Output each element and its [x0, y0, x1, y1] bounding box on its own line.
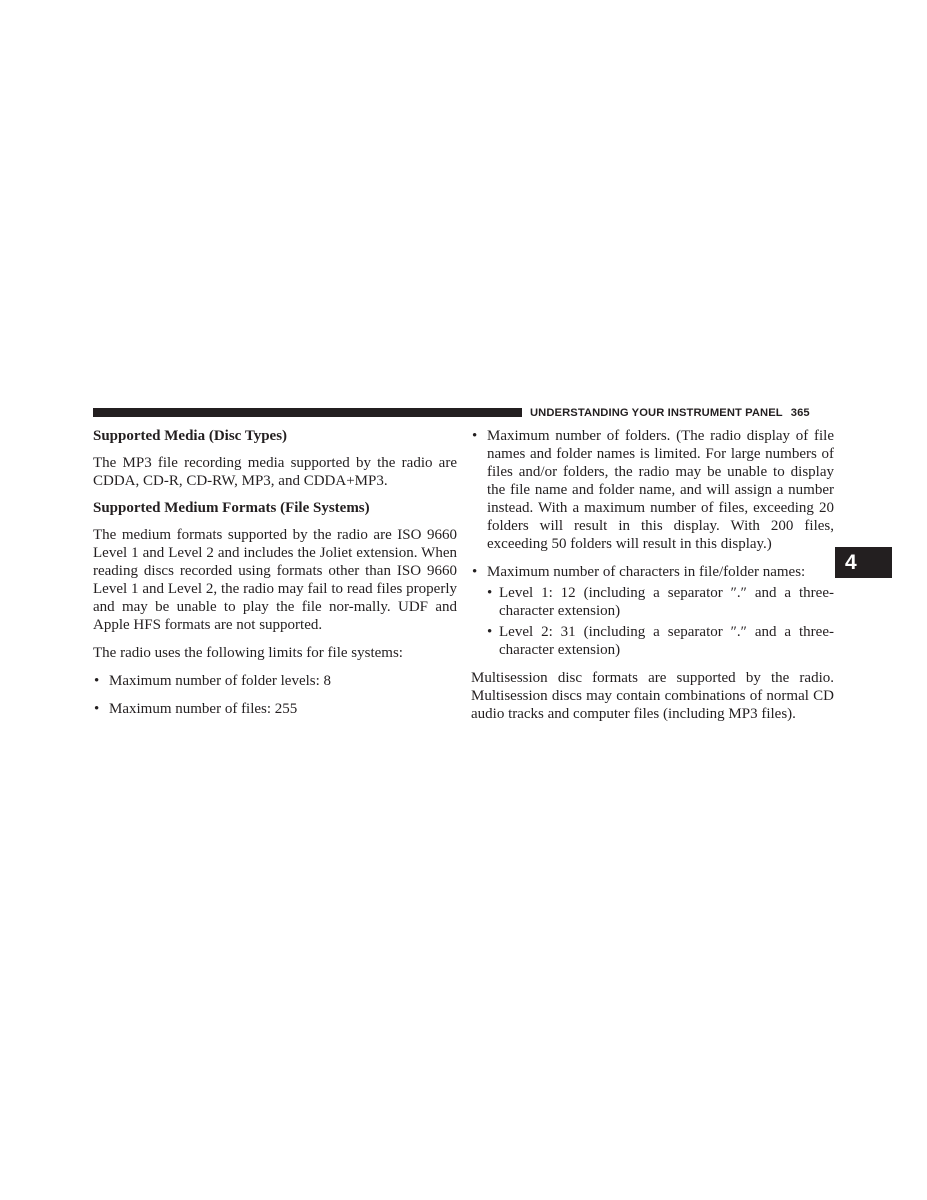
list-item-text: Maximum number of files: 255 [109, 701, 298, 717]
bullet-glyph: • [487, 624, 493, 640]
header-title: UNDERSTANDING YOUR INSTRUMENT PANEL [530, 407, 783, 419]
list-item [471, 427, 834, 553]
heading-supported-media: Supported Media (Disc Types) [93, 428, 288, 444]
paragraph-media-types: The MP3 file recording media supported by the radio are CDDA, CD-R, CD-RW, MP3, and CDDA+MP3. [93, 455, 457, 489]
left-column [93, 427, 457, 718]
paragraph-limits-intro: The radio uses the following limits for file systems: [93, 645, 403, 661]
paragraph-multisession: Multisession disc formats are supported by the radio. Multisession discs may contain combinations of normal CD audio tracks and computer files (including MP3 files). [471, 670, 834, 722]
list-item-text: Maximum number of folders. (The radio display of file names and folder names is limited. For large numbers of files and/or folders, the radio may be unable to display the file name and folder name, and will assign a number instead. With a maximum number of files, exceeding 20 folders will result in this display. With 200 files, exceeding 50 folders will result in this display.) [487, 428, 834, 552]
list-item [93, 672, 457, 690]
list-item [471, 563, 834, 581]
sub-list-item [487, 584, 834, 620]
bullet-glyph: • [472, 564, 478, 580]
list-item-text: Maximum number of folder levels: 8 [109, 673, 332, 689]
chapter-tab: 4 [835, 547, 892, 578]
sub-list-item-text: Level 1: 12 (including a separator ″.″ and a three-character extension) [499, 585, 834, 619]
header-rule [93, 408, 522, 417]
sub-list-item-text: Level 2: 31 (including a separator ″.″ and a three-character extension) [499, 624, 834, 658]
list-item-text: Maximum number of characters in file/folder names: [487, 564, 806, 580]
running-header [530, 405, 836, 421]
bullet-glyph: • [94, 701, 100, 717]
bullet-glyph: • [487, 585, 493, 601]
bullet-glyph: • [94, 673, 100, 689]
heading-supported-formats: Supported Medium Formats (File Systems) [93, 500, 370, 516]
paragraph-medium-formats: The medium formats supported by the radio are ISO 9660 Level 1 and Level 2 and includes the Joliet extension. When reading discs recorded using formats other than ISO 9660 Level 1 and Level 2, the radio may fail to read files properly and may be unable to play the file nor-mally. UDF and Apple HFS formats are not supported. [93, 527, 457, 633]
list-item [93, 700, 457, 718]
page-number: 365 [790, 407, 810, 419]
sub-list-item [487, 623, 834, 659]
right-column [471, 427, 834, 723]
bullet-glyph: • [472, 428, 478, 444]
